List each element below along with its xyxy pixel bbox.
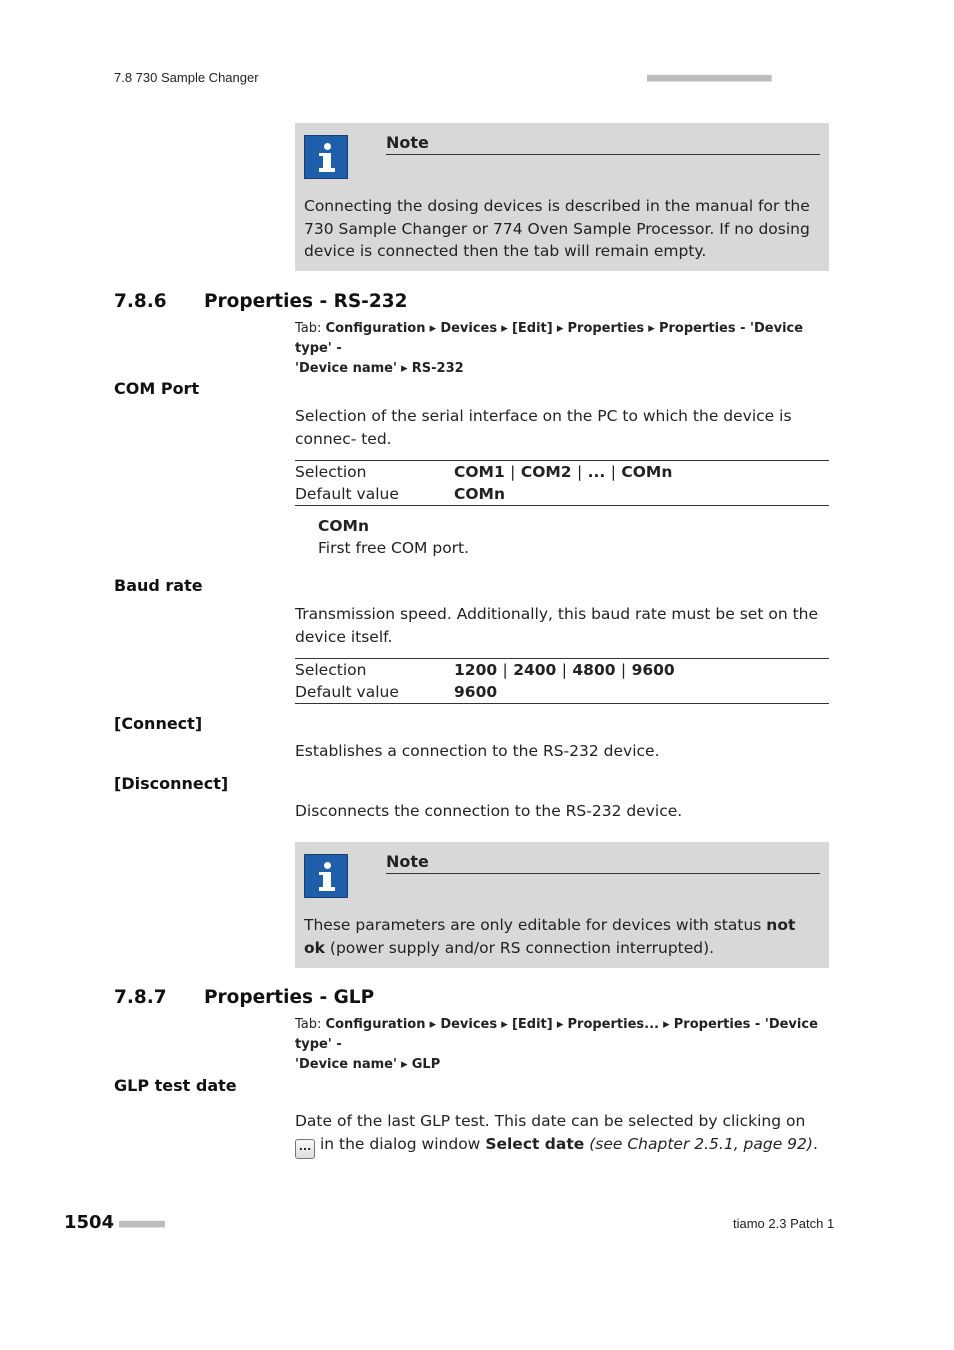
- section-number: 7.8.6: [114, 291, 167, 312]
- default-key: Default value: [295, 683, 399, 701]
- selection-values: COM1 | COM2 | ... | COMn: [454, 463, 673, 481]
- path-arrow-icon: ▸: [429, 321, 437, 336]
- default-key: Default value: [295, 485, 399, 503]
- path-arrow-icon: ▸: [648, 321, 655, 336]
- note-text: These parameters are only editable for devices with status not ok (power supply and/or RS connection interrupted).: [304, 916, 796, 957]
- running-header-chapter: 7.8 730 Sample Changer: [114, 70, 259, 85]
- tab-path-rs232: Tab: Configuration ▸ Devices ▸ [Edit] ▸ Properties ▸ Properties - 'Device type' - 'Device name' ▸ RS-232: [295, 321, 804, 376]
- section-heading-7-8-6: [114, 291, 407, 312]
- param-label-baud-rate: Baud rate: [114, 576, 203, 595]
- path-arrow-icon: ▸: [663, 1017, 670, 1032]
- note-box-dosing: [295, 123, 829, 271]
- info-icon: [304, 135, 348, 179]
- section-title: Properties - RS-232: [204, 291, 408, 312]
- info-icon: [304, 854, 348, 898]
- param-label-connect: [Connect]: [114, 714, 203, 733]
- selection-key: Selection: [295, 463, 367, 481]
- path-arrow-icon: ▸: [401, 361, 408, 376]
- section-heading-7-8-7: [114, 987, 374, 1008]
- section-title: Properties - GLP: [204, 987, 375, 1008]
- param-desc-disconnect: Disconnects the connection to the RS-232 device.: [295, 802, 683, 820]
- param-desc-baud-rate: Transmission speed. Additionally, this baud rate must be set on the device itself.: [295, 605, 819, 646]
- tab-path-glp: Tab: Configuration ▸ Devices ▸ [Edit] ▸ Properties... ▸ Properties - 'Device type' - 'Device name' ▸ GLP: [295, 1017, 818, 1072]
- baud-rate-table: [295, 658, 829, 704]
- param-desc-com-port: Selection of the serial interface on the PC to which the device is connec- ted.: [295, 407, 792, 448]
- selection-key: Selection: [295, 661, 367, 679]
- selection-values: 1200 | 2400 | 4800 | 9600: [454, 661, 675, 679]
- default-value: COMn: [454, 485, 506, 503]
- section-number: 7.8.7: [114, 987, 167, 1008]
- param-label-disconnect: [Disconnect]: [114, 774, 229, 793]
- option-name-comn: COMn: [318, 517, 370, 535]
- note-title: Note: [386, 852, 820, 874]
- footer-dots-decoration: ■■■■■■■■: [119, 1217, 164, 1230]
- param-desc-connect: Establishes a connection to the RS-232 device.: [295, 742, 660, 760]
- note-box-editable: [295, 842, 829, 968]
- param-desc-glp-test-date: Date of the last GLP test. This date can be selected by clicking on ... in the dialog window Select date (see Chapter 2.5.1, page 92).: [295, 1110, 829, 1159]
- ellipsis-button-icon: ...: [295, 1139, 315, 1159]
- note-title: Note: [386, 133, 820, 155]
- note-text: Connecting the dosing devices is described in the manual for the 730 Sample Changer or 774 Oven Sample Processor. If no dosing device is connected then the tab will remain empty.: [304, 197, 810, 260]
- param-label-com-port: COM Port: [114, 379, 200, 398]
- param-label-glp-test-date: GLP test date: [114, 1076, 237, 1095]
- path-arrow-icon: ▸: [501, 321, 508, 336]
- option-desc-comn: First free COM port.: [318, 539, 470, 557]
- default-value: 9600: [454, 683, 498, 701]
- com-port-table: [295, 460, 829, 506]
- path-arrow-icon: ▸: [556, 1017, 564, 1032]
- header-dots-decoration: ■■■■■■■■■■■■■■■■■■■■■■: [647, 71, 771, 84]
- path-arrow-icon: ▸: [501, 1017, 508, 1032]
- path-arrow-icon: ▸: [401, 1057, 408, 1072]
- path-arrow-icon: ▸: [429, 1017, 437, 1032]
- page-number: 1504: [64, 1212, 115, 1233]
- footer-product: tiamo 2.3 Patch 1: [733, 1216, 835, 1231]
- path-arrow-icon: ▸: [556, 321, 564, 336]
